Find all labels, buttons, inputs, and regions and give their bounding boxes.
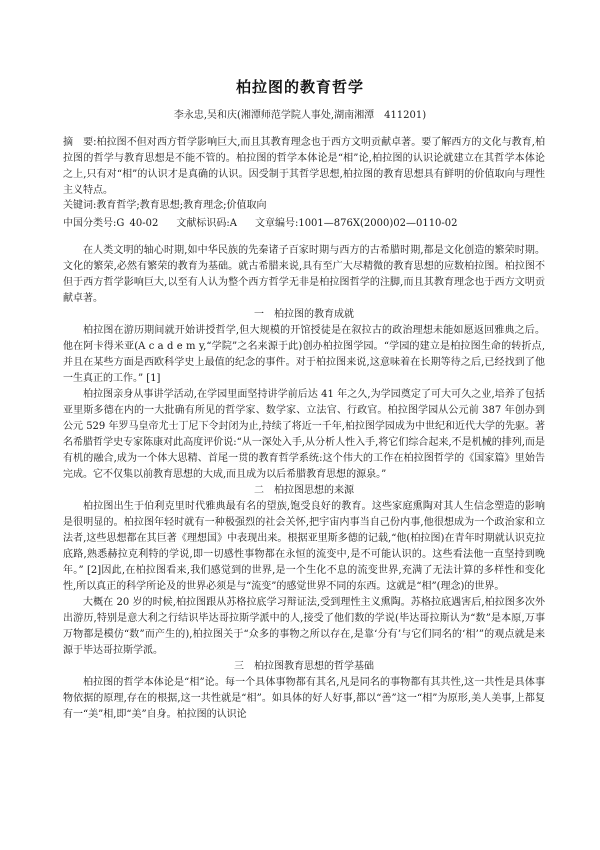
body-paragraph: 柏拉图亲身从事讲学活动,在学园里面坚持讲学前后达 41 年之久,为学园奠定了可大可久之业,培养了包括亚里斯多德在内的一大批确有所见的哲学家、数学家、立法官、行政官。柏拉图学园从公元前 387 年创办到公元 529 年罗马皇帝尤士丁尼下令封闭为止,持续了将近一千年,柏拉图学园成为中世纪和近代大学的先驱。著名希腊哲学史专家陈康对此高度评价说:“从一深处入手,从分析人性入手,将它们综合起来,不是机械的排列,而是有机的融合,成为一个体大思精、首尾一贯的教育哲学系统:这个伟大的工作在柏拉图哲学的《国家篇》里始告完成。它不仅集以前教育思想的大成,而且成为以后希腊教育思想的源泉。”	[63, 389, 545, 480]
body-paragraph: 柏拉图在游历期间就开始讲授哲学,但大规模的开馆授徒是在叙拉古的政治理想未能如愿返回雅典之后。他在阿卡得米亚(A c a d e m y,“学院”之名来源于此)创办柏拉图学园。“学园的建立是柏拉图生命的转折点,并且在某些方面是西欧科学史上最值的纪念的事件。对于柏拉图来说,这意味着在长期等待之后,已经找到了他一生真正的工作。” [1]	[63, 325, 545, 384]
classification-line	[63, 216, 545, 232]
body-paragraph: 柏拉图出生于伯利克里时代雅典最有名的望族,饱受良好的教育。这些家庭熏陶对其人生信念塑造的影响是很明显的。柏拉图年轻时就有一种极强烈的社会关怀,把宇宙内事当自己份内事,他很想成为一个政治家和立法者,这些思想都在其巨著《理想国》中表现出来。根据亚里斯多德的记载,“他(柏拉图)在青年时期就认识克拉底路,熟悉赫拉克利特的学说,即一切感性事物都在永恒的流变中,是不可能认识的。这些看法他一直坚持到晚年。” [2]因此,在柏拉图看来,我们感觉到的世界,是一个生化不息的流变世界,充满了无法计算的多样性和变化性,所以真正的科学所论及的世界必须是与“流变”的感觉世界不同的东西。这就是“相”(理念)的世界。	[63, 501, 545, 592]
abstract	[63, 135, 545, 199]
article-number: 文章编号:1001—876Ⅹ(2000)02—0110-02	[254, 218, 458, 229]
keywords-label: 关键词:	[63, 200, 97, 211]
classification-number: 中国分类号:G 40-02	[63, 218, 159, 229]
body-paragraph: 大概在 20 岁的时候,柏拉图跟从苏格拉底学习辩证法,受到理性主义熏陶。苏格拉底遇害后,柏拉图多次外出游历,特别是意大利之行结识毕达哥拉斯学派中的人,接受了他们数的学说(毕达哥拉斯认为“数”是本原,万事万物都是模仿“数”而产生的),柏拉图关于“众多的事物之所以存在,是靠‘分有’与它们同名的‘相’”的观点就是来源于毕达哥拉斯学派。	[63, 597, 545, 656]
abstract-label: 摘 要:	[63, 137, 97, 148]
body-paragraph: 柏拉图的哲学本体论是“相”论。每一个具体事物都有其名,凡是同名的事物都有其共性,这一共性是具体事物依据的原理,存在的根据,这一共性就是“相”。如具体的好人好事,都以“善”这一“相”为原形,美人美事,上都复有一“美”相,即“美”自身。柏拉图的认识论	[63, 677, 545, 720]
keywords-text: 教育哲学;教育思想;教育理念;价值取向	[96, 200, 267, 211]
section-heading: 一 柏拉图的教育成就	[254, 309, 354, 320]
paper-authors: 李永忠,吴和庆(湘潭师范学院人事处,湖南湘潭 411201)	[173, 110, 427, 121]
keywords	[63, 198, 545, 214]
body-paragraph: 在人类文明的轴心时期,如中华民族的先秦诸子百家时期与西方的古希腊时期,都是文化创造的繁荣时期。文化的繁荣,必然有繁荣的教育为基础。就古希腊来说,具有至广大尽精微的教育思想的应数柏拉图。柏拉图不但于西方哲学影响巨大,以至有人认为整个西方哲学无非是柏拉图哲学的注脚,而且其教育理念也于西方文明贡献卓著。	[63, 245, 545, 304]
abstract-text: 柏拉图不但对西方哲学影响巨大,而且其教育理念也于西方文明贡献卓著。要了解西方的文化与教育,柏拉图的哲学与教育思想是不能不管的。柏拉图的哲学本体论是“相”论,柏拉图的认识论就建立在其哲学本体论之上,只有对“相”的认识才是真确的认识。因受制于其哲学思想,柏拉图的教育思想具有鲜明的价值取向与理性主义特点。	[63, 137, 545, 196]
section-heading: 三 柏拉图教育思想的哲学基础	[234, 661, 374, 672]
document-code: 文献标识码:A	[176, 218, 237, 229]
paper-title: 柏拉图的教育哲学	[235, 78, 364, 96]
section-heading: 二 柏拉图思想的来源	[254, 485, 354, 496]
body-text	[63, 243, 545, 723]
